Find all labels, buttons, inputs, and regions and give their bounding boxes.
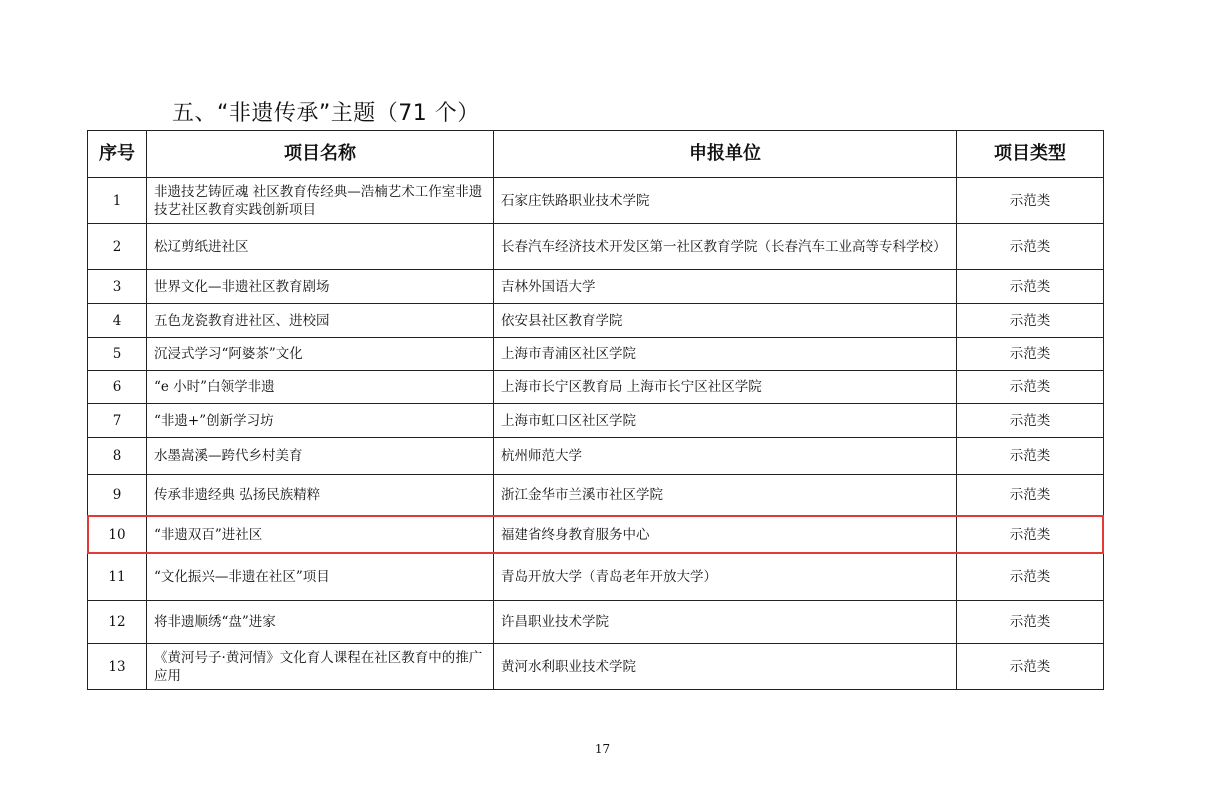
table-row [88, 404, 1104, 438]
cell-unit: 石家庄铁路职业技术学院 [494, 178, 957, 224]
cell-type: 示范类 [957, 554, 1104, 601]
cell-type: 示范类 [957, 338, 1104, 371]
cell-type: 示范类 [957, 178, 1104, 224]
cell-type: 示范类 [957, 516, 1104, 554]
cell-unit: 福建省终身教育服务中心 [494, 516, 957, 554]
cell-type: 示范类 [957, 270, 1104, 304]
cell-project-name: “非遗双百”进社区 [147, 516, 494, 554]
cell-unit: 浙江金华市兰溪市社区学院 [494, 475, 957, 516]
cell-project-name: 非遗技艺铸匠魂 社区教育传经典—浩楠艺术工作室非遗技艺社区教育实践创新项目 [147, 178, 494, 224]
column-header-unit: 申报单位 [494, 131, 957, 178]
table-header-row [88, 131, 1104, 178]
cell-no: 10 [88, 516, 147, 554]
cell-project-name: “e 小时”白领学非遗 [147, 371, 494, 404]
cell-no: 1 [88, 178, 147, 224]
cell-project-name: 松辽剪纸进社区 [147, 224, 494, 270]
cell-unit: 上海市青浦区社区学院 [494, 338, 957, 371]
cell-type: 示范类 [957, 438, 1104, 475]
cell-project-name: 传承非遗经典 弘扬民族精粹 [147, 475, 494, 516]
column-header-name: 项目名称 [147, 131, 494, 178]
cell-unit: 依安县社区教育学院 [494, 304, 957, 338]
cell-unit: 许昌职业技术学院 [494, 601, 957, 644]
column-header-type: 项目类型 [957, 131, 1104, 178]
cell-project-name: “文化振兴—非遗在社区”项目 [147, 554, 494, 601]
cell-project-name: 五色龙瓷教育进社区、进校园 [147, 304, 494, 338]
table-row [88, 338, 1104, 371]
table-row [88, 371, 1104, 404]
cell-no: 4 [88, 304, 147, 338]
cell-no: 13 [88, 644, 147, 690]
table-row [88, 438, 1104, 475]
cell-no: 11 [88, 554, 147, 601]
cell-no: 2 [88, 224, 147, 270]
table-row [88, 554, 1104, 601]
page-number: 17 [594, 742, 611, 756]
cell-project-name: 世界文化—非遗社区教育剧场 [147, 270, 494, 304]
cell-no: 7 [88, 404, 147, 438]
cell-no: 8 [88, 438, 147, 475]
table-row [88, 224, 1104, 270]
cell-type: 示范类 [957, 644, 1104, 690]
cell-type: 示范类 [957, 371, 1104, 404]
cell-no: 5 [88, 338, 147, 371]
cell-project-name: 《黄河号子·黄河情》文化育人课程在社区教育中的推广应用 [147, 644, 494, 690]
table-row [88, 516, 1104, 554]
cell-type: 示范类 [957, 601, 1104, 644]
cell-unit: 杭州师范大学 [494, 438, 957, 475]
cell-no: 12 [88, 601, 147, 644]
cell-unit: 上海市长宁区教育局 上海市长宁区社区学院 [494, 371, 957, 404]
cell-unit: 长春汽车经济技术开发区第一社区教育学院（长春汽车工业高等专科学校） [494, 224, 957, 270]
table-row [88, 644, 1104, 690]
column-header-no: 序号 [88, 131, 147, 178]
table-row [88, 270, 1104, 304]
cell-project-name: “非遗+”创新学习坊 [147, 404, 494, 438]
table-row [88, 601, 1104, 644]
cell-unit: 黄河水利职业技术学院 [494, 644, 957, 690]
cell-unit: 青岛开放大学（青岛老年开放大学） [494, 554, 957, 601]
cell-project-name: 将非遗顺绣“盘”进家 [147, 601, 494, 644]
table-row [88, 178, 1104, 224]
cell-project-name: 沉浸式学习“阿婆茶”文化 [147, 338, 494, 371]
table-body [88, 178, 1104, 690]
cell-type: 示范类 [957, 304, 1104, 338]
table-row [88, 304, 1104, 338]
cell-no: 9 [88, 475, 147, 516]
cell-type: 示范类 [957, 224, 1104, 270]
cell-unit: 吉林外国语大学 [494, 270, 957, 304]
cell-no: 3 [88, 270, 147, 304]
project-table [87, 130, 1104, 690]
cell-project-name: 水墨嵩溪—跨代乡村美育 [147, 438, 494, 475]
section-title: 五、“非遗传承”主题（71 个） [172, 101, 480, 126]
cell-type: 示范类 [957, 404, 1104, 438]
cell-type: 示范类 [957, 475, 1104, 516]
cell-no: 6 [88, 371, 147, 404]
cell-unit: 上海市虹口区社区学院 [494, 404, 957, 438]
table-row [88, 475, 1104, 516]
